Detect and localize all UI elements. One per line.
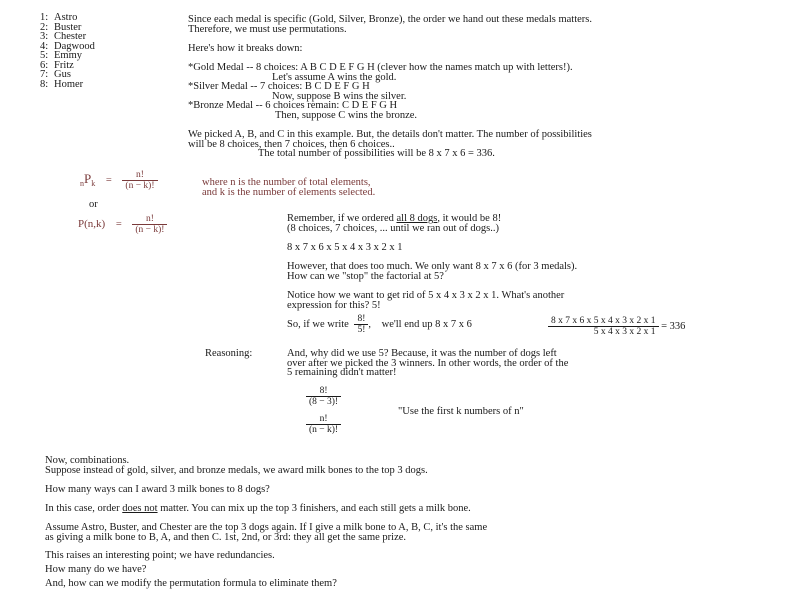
total-possibilities: The total number of possibilities will be 8 x 7 x 6 = 336. <box>258 148 495 159</box>
dog-item: 1: Astro <box>40 12 78 23</box>
modify-formula-line: And, how can we modify the permutation formula to eliminate them? <box>45 578 337 589</box>
eight-factorial-fraction: $\frac{8!}{(8 - 3)!}$ <box>306 386 341 407</box>
pnk-formula: P(n,k) = $\frac{n!}{(n - k)!}$ <box>78 214 167 235</box>
combinations-question: How many ways can I award 3 milk bones to 8 dogs? <box>45 484 270 495</box>
picked-line-2: will be 8 choices, then 7 choices, then 6 choices.. <box>188 139 395 150</box>
reasoning-label: Reasoning: <box>205 348 253 359</box>
factorial-expansion: 8 x 7 x 6 x 5 x 4 x 3 x 2 x 1 <box>287 242 403 253</box>
big-result: = 336 <box>661 320 686 332</box>
however-line-1: However, that does too much. We only want 8 x 7 x 6 (for 3 medals). <box>287 261 578 272</box>
dog-item: 5: Emmy <box>40 50 82 61</box>
reasoning-line-3: 5 remaining didn't matter! <box>287 367 397 378</box>
pnk-fraction: $\frac{n!}{(n - k)!}$ <box>132 214 167 235</box>
bronze-note: Then, suppose C wins the bronze. <box>275 110 418 121</box>
general-fraction: $\frac{n!}{(n - k)!}$ <box>306 414 341 435</box>
order-case-line: In this case, order does not matter. You can mix up the top 3 finishers, and each still gets a milk bone. <box>45 503 471 514</box>
dog-item: 3: Chester <box>40 31 87 42</box>
dog-item: 7: Gus <box>40 69 71 80</box>
redundancies-line: This raises an interesting point; we have redundancies. <box>45 550 275 561</box>
reasoning-line-1: And, why did we use 5? Because, it was the number of dogs left <box>287 348 557 359</box>
notice-line-1: Notice how we want to get rid of 5 x 4 x 3 x 2 x 1. What's another <box>287 290 565 301</box>
remember-line-1: Remember, if we ordered all 8 dogs, it would be 8! <box>287 213 502 224</box>
bronze-medal-line: *Bronze Medal -- 6 choices remain: C D E F G H <box>188 100 398 111</box>
dog-item: 6: Fritz <box>40 59 74 71</box>
notice-line-2: expression for this? 5! <box>287 300 381 311</box>
npk-formula: $_nP_k$ = $\frac{n!}{(n - k)!}$ <box>80 170 158 191</box>
breakdown-heading: Here's how it breaks down: <box>188 43 303 54</box>
silver-note: Now, suppose B wins the silver. <box>272 91 407 102</box>
silver-medal-line: *Silver Medal -- 7 choices: B C D E F G H <box>188 81 370 92</box>
npk-fraction: $\frac{n!}{(n - k)!}$ <box>122 170 157 191</box>
dog-item: 2: Buster <box>40 21 82 33</box>
assume-line-1: Assume Astro, Buster, and Chester are the top 3 dogs again. If I give a milk bone to A, B, C, it's the same <box>45 522 488 533</box>
assume-line-2: as giving a milk bone to B, A, and then C. 1st, 2nd, or 3rd: they all get the same prize. <box>45 532 407 543</box>
where-line-1: where n is the number of total elements, <box>202 177 371 188</box>
big-fraction: $\frac{8 x 7 x 6 x 5 x 4 x 3 x 2 x 1}{5 x 4 x 3 x 2 x 1}$ = 336 <box>548 316 685 337</box>
remember-line-2: (8 choices, 7 choices, ... until we ran out of dogs..) <box>287 223 499 234</box>
combinations-line-1: Now, combinations. <box>45 455 130 466</box>
combinations-line-2: Suppose instead of gold, silver, and bronze medals, we award milk bones to the top 3 dogs. <box>45 465 428 476</box>
intro-line-2: Therefore, we must use permutations. <box>188 24 347 35</box>
gold-note: Let's assume A wins the gold. <box>272 72 397 83</box>
so-write-line: So, if we write $\frac{8!}{5!}$ , we'll end up 8 x 7 x 6 <box>287 314 472 335</box>
how-many-line: How many do we have? <box>45 564 147 575</box>
gold-medal-line: *Gold Medal -- 8 choices: A B C D E F G H (clever how the names match up with letters!). <box>188 62 573 73</box>
intro-line-1: Since each medal is specific (Gold, Silver, Bronze), the order we hand out these medals matters. <box>188 14 592 25</box>
dog-item: 4: Dagwood <box>40 40 95 52</box>
dog-list <box>40 13 95 89</box>
dog-item: 8: Homer <box>40 78 84 90</box>
use-first-k-quote: "Use the first k numbers of n" <box>398 406 524 417</box>
however-line-2: How can we "stop" the factorial at 5? <box>287 271 444 282</box>
picked-line-1: We picked A, B, and C in this example. But, the details don't matter. The number of possibilities <box>188 129 592 140</box>
or-label: or <box>89 199 98 210</box>
where-line-2: and k is the number of elements selected. <box>202 187 376 198</box>
reasoning-line-2: over after we picked the 3 winners. In other words, the order of the <box>287 358 569 369</box>
eight-over-five-fraction: $\frac{8!}{5!}$ <box>354 314 368 335</box>
